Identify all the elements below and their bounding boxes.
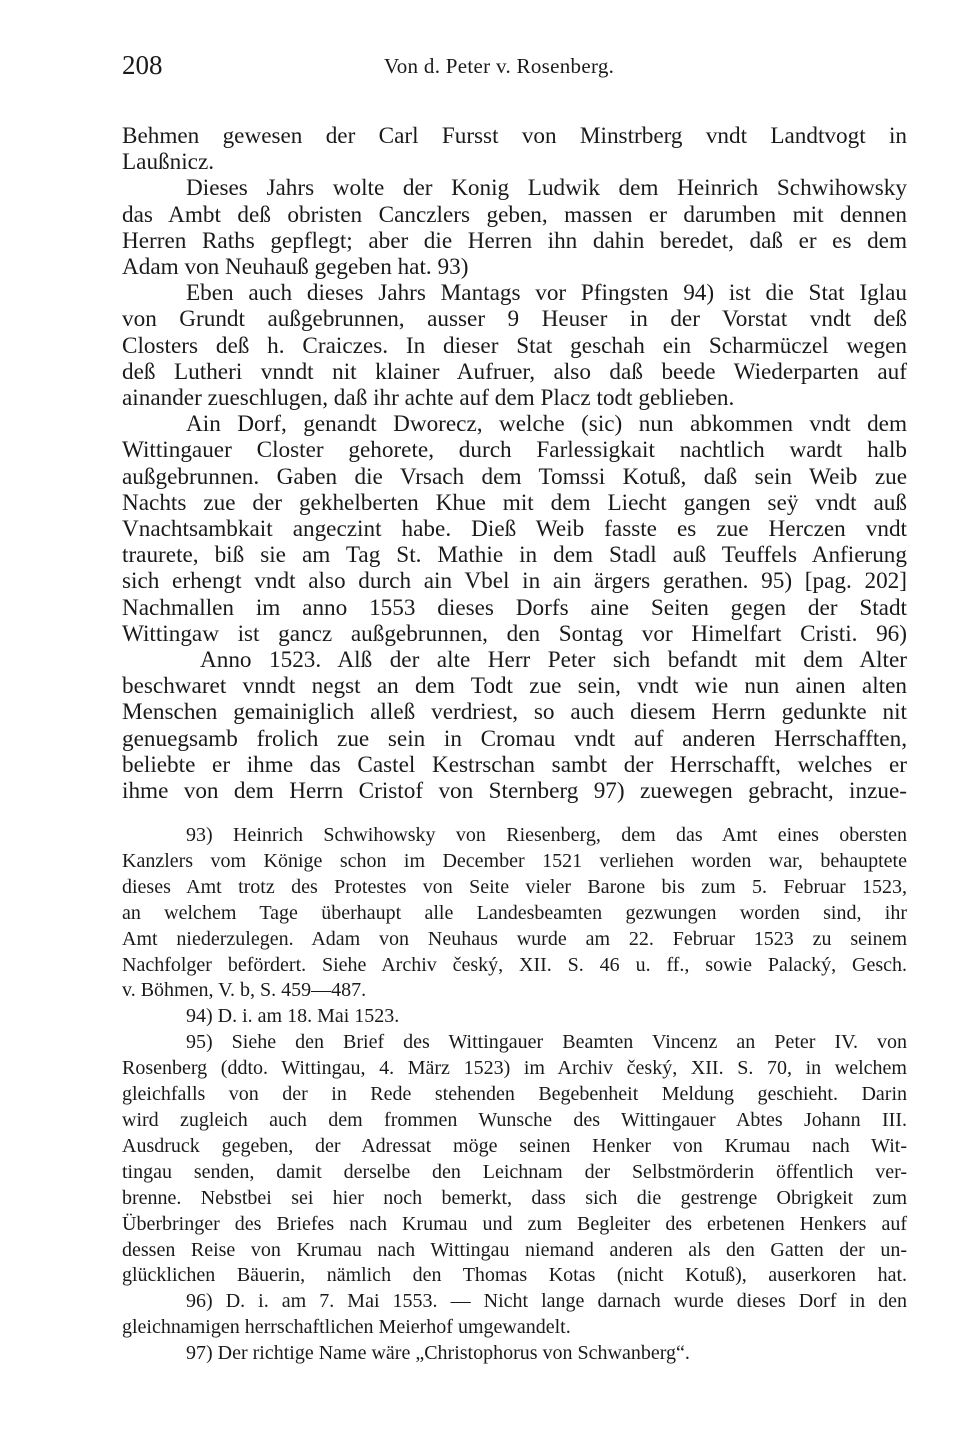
body-text-line: ihme von dem Herrn Cristof von Sternberg 97) zuewegen gebracht, inzue- <box>122 778 907 805</box>
footnote-line: brenne. Nebstbei sei hier noch bemerkt, dass sich die gestrenge Obrigkeit zum <box>122 1186 907 1209</box>
running-title: Von d. Peter v. Rosenberg. <box>384 54 615 78</box>
footnote-line: Kanzlers vom Könige schon im December 1521 verliehen worden war, behauptete <box>122 849 907 872</box>
footnote-line: Amt niederzulegen. Adam von Neuhaus wurde am 22. Februar 1523 zu seinem <box>122 927 907 950</box>
body-text-line: deß Lutheri vnndt nit klainer Aufruer, also daß beede Wiederparten auf <box>122 358 907 385</box>
body-text-line: Wittingaw ist gancz außgebrunnen, den Sontag vor Himelfart Cristi. 96) <box>122 620 907 647</box>
footnote-line: tingau senden, damit derselbe den Leichnam der Selbstmörderin öffentlich ver- <box>122 1160 907 1183</box>
page-header <box>122 50 907 90</box>
body-text-line: beliebte er ihme das Castel Kestrschan sambt der Herrschafft, welches er <box>122 751 907 778</box>
footnote-line: wird zugleich auch dem frommen Wunsche des Wittingauer Abtes Johann III. <box>122 1108 907 1131</box>
body-text-line: von Grundt außgebrunnen, ausser 9 Heuser in der Vorstat vndt deß <box>122 306 907 333</box>
body-text-line: Ain Dorf, genandt Dworecz, welche (sic) nun abkommen vndt dem <box>186 411 907 438</box>
page-number: 208 <box>122 50 163 80</box>
body-text-line: Anno 1523. Alß der alte Herr Peter sich befandt mit dem Alter <box>200 647 907 674</box>
footnote-line: Überbringer des Briefes nach Krumau und zum Begleiter des erbetenen Henkers auf <box>122 1212 907 1235</box>
footnote-line: glücklichen Bäuerin, nämlich den Thomas Kotas (nicht Kotuß), auserkoren hat. <box>122 1264 907 1287</box>
footnote-line: dieses Amt trotz des Protestes von Seite vieler Barone bis zum 5. Februar 1523, <box>122 875 907 898</box>
body-text-line: traurete, biß sie am Tag St. Mathie in dem Stadl auß Teuffels Anfierung <box>122 542 907 569</box>
body-text-line: ainander zueschlugen, daß ihr achte auf dem Placz todt geblieben. <box>122 385 735 412</box>
body-text-line: Dieses Jahrs wolte der Konig Ludwik dem Heinrich Schwihowsky <box>186 175 907 202</box>
body-text-line: Nachmallen im anno 1553 dieses Dorfs aine Seiten gegen der Stadt <box>122 594 907 621</box>
body-text-line: Menschen gemainiglich alleß verdriest, so auch diesem Herrn gedunkte nit <box>122 699 907 726</box>
body-text-line: genuegsamb frolich zue sein in Cromau vndt auf anderen Herrschafften, <box>122 725 907 752</box>
body-text-line: Eben auch dieses Jahrs Mantags vor Pfingsten 94) ist die Stat Iglau <box>186 280 907 307</box>
footnote-line: an welchem Tage überhaupt alle Landesbeamten gezwungen worden sind, ihr <box>122 901 907 924</box>
footnote-line: gleichnamigen herrschaftlichen Meierhof umgewandelt. <box>122 1316 571 1339</box>
footnote-line: gleichfalls von der in Rede stehenden Begebenheit Meldung geschieht. Darin <box>122 1083 907 1106</box>
body-text-line: außgebrunnen. Gaben die Vrsach dem Tomssi Kotuß, daß sein Weib zue <box>122 463 907 490</box>
footnote-line: 94) D. i. am 18. Mai 1523. <box>186 1005 400 1028</box>
body-text-line: Adam von Neuhauß gegeben hat. 93) <box>122 254 469 281</box>
body-text-line: Nachts zue der gekhelberten Khue mit dem Liecht gangen seÿ vndt auß <box>122 489 907 516</box>
body-text-line: Laußnicz. <box>122 149 215 176</box>
footnote-line: 97) Der richtige Name wäre „Christophorus von Schwanberg“. <box>186 1342 690 1365</box>
body-text-line: Vnachtsambkait angeczint habe. Dieß Weib fasste es zue Herczen vndt <box>122 516 907 543</box>
body-text-line: Closters deß h. Craiczes. In dieser Stat geschah ein Scharmüczel wegen <box>122 332 907 359</box>
body-text-line: Behmen gewesen der Carl Fursst von Minstrberg vndt Landtvogt in <box>122 123 907 149</box>
body-text-line: das Ambt deß obristen Canczlers geben, massen er darumben mit dennen <box>122 201 907 228</box>
footnote-line: dessen Reise von Krumau nach Wittingau niemand anderen als den Gatten der un- <box>122 1238 907 1261</box>
main-text <box>122 123 907 804</box>
footnote-line: v. Böhmen, V. b, S. 459—487. <box>122 979 367 1002</box>
body-text-line: sich erhengt vndt also durch ain Vbel in ain ärgers gerathen. 95) [pag. 202] <box>122 568 907 595</box>
footnote-line: 96) D. i. am 7. Mai 1553. — Nicht lange darnach wurde dieses Dorf in den <box>186 1290 907 1313</box>
footnote-line: 95) Siehe den Brief des Wittingauer Beamten Vincenz an Peter IV. von <box>186 1031 907 1054</box>
footnote-line: 93) Heinrich Schwihowsky von Riesenberg, dem das Amt eines obersten <box>186 824 907 846</box>
footnote-line: Rosenberg (ddto. Wittingau, 4. März 1523) im Archiv český, XII. S. 70, in welchem <box>122 1057 907 1080</box>
body-text-line: Herren Raths gepflegt; aber die Herren ihn dahin beredet, daß er es dem <box>122 227 907 254</box>
body-text-line: Wittingauer Closter gehorete, durch Farlessigkait nachtlich wardt halb <box>122 437 907 464</box>
body-text-line: beschwaret vnndt negst an dem Todt zue sein, vndt wie nun ainen alten <box>122 673 907 700</box>
footnote-line: Ausdruck gegeben, der Adressat möge seinen Henker von Krumau nach Wit- <box>122 1134 907 1157</box>
footnotes <box>122 823 907 1367</box>
footnote-line: Nachfolger befördert. Siehe Archiv český, XII. S. 46 u. ff., sowie Palacký, Gesch. <box>122 953 907 976</box>
